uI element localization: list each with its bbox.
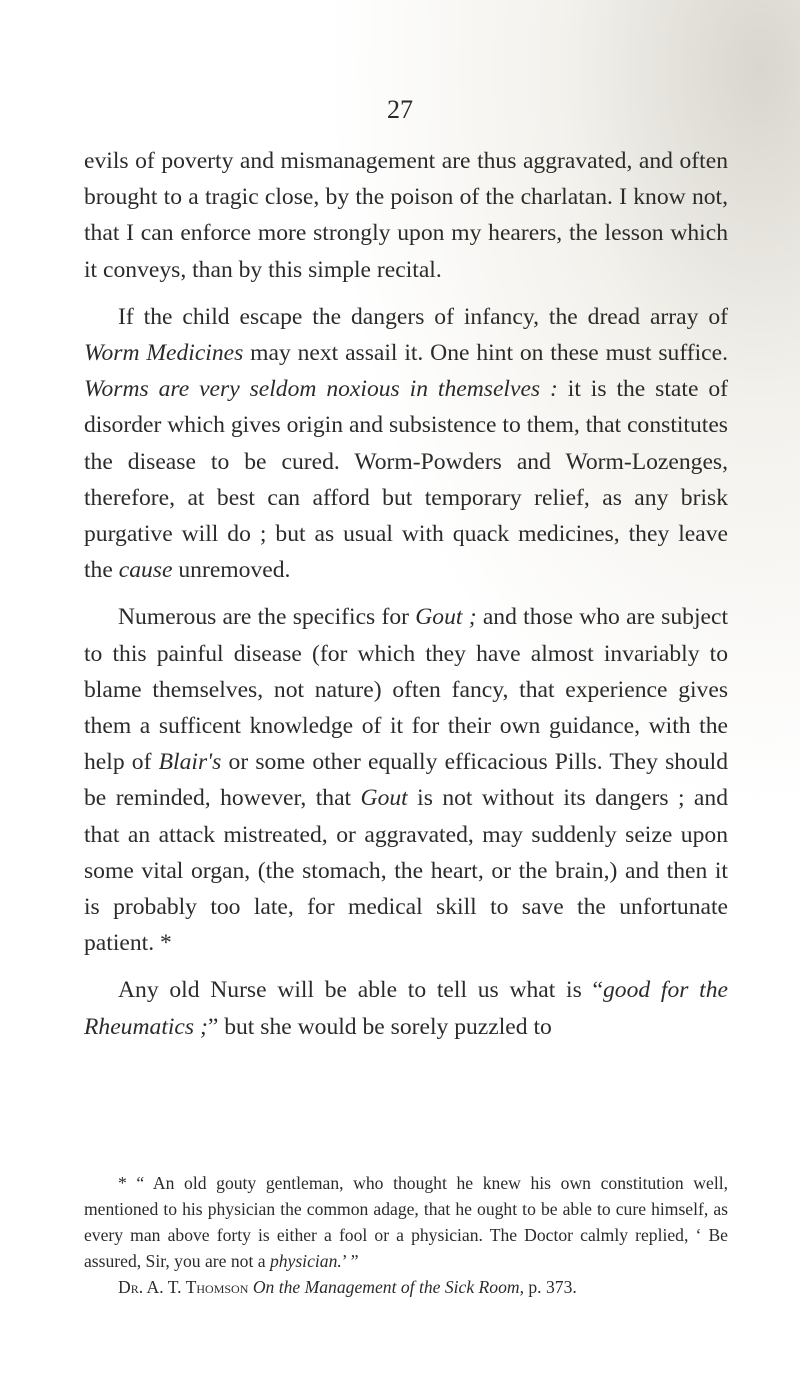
paragraph-2-text-3: it is the state of disorder which gives origin and subsistence to them, that constitutes the disease to be cured. Worm-Powders and Worm-Lozenges, therefore, at best can afford but temporary relief, as any brisk purgative will do ; but as usual with quack medicines, they leave the <box>84 376 728 584</box>
paragraph-3-italic-3: Gout <box>360 785 408 812</box>
footnote-citation <box>84 1274 728 1300</box>
paragraph-4-italic-1: good for the Rheumatics ; <box>84 977 728 1040</box>
footnote-italic: physician. <box>269 1251 342 1271</box>
paragraph-2-italic-1: Worm Medicines <box>84 340 244 367</box>
footnote-author: Dr. A. T. Thomson <box>118 1277 249 1297</box>
footnote-text-2: ’ ” <box>341 1251 359 1271</box>
paragraph-3-italic-1: Gout ; <box>415 604 477 631</box>
paragraph-3-text-4: is not without its dangers ; and that an attack mistreated, or aggravated, may suddenly seize upon some vital organ, (the stomach, the heart, or the brain,) and then it is probably too late, for medical skill to save the unfortunate patient. * <box>84 785 728 957</box>
paragraph-2-text-1: If the child escape the dangers of infancy, the dread array of <box>118 303 728 330</box>
footnote-quote <box>84 1170 728 1274</box>
paragraph-4-text-2: ” but she would be sorely puzzled to <box>207 1013 552 1040</box>
paragraph-2 <box>84 299 728 589</box>
footnote <box>84 1170 728 1300</box>
paragraph-2-text-2: may next assail it. One hint on these must suffice. <box>243 340 729 367</box>
paragraph-3-text-2: and those who are subject to this painful disease (for which they have almost invariably to blame themselves, not nature) often fancy, that experience gives them a sufficent knowledge of it for their own guidance, with the help of <box>84 604 728 776</box>
paragraph-2-text-4: unremoved. <box>172 557 291 584</box>
footnote-page-ref: p. 373. <box>523 1277 577 1297</box>
paragraph-1-text: evils of poverty and mismanagement are thus aggravated, and often brought to a tragic close, by the poison of the charlatan. I know not, that I can enforce more strongly upon my hearers, the lesson which it conveys, than by this simple recital. <box>84 148 728 283</box>
paragraph-3-text-3: or some other equally efficacious Pills. They should be reminded, however, that <box>84 749 728 812</box>
footnote-work: On the Management of the Sick Room, <box>252 1277 524 1297</box>
paragraph-4 <box>84 972 728 1044</box>
footnote-text-1: * “ An old gouty gentleman, who thought he knew his own constitution well, mentioned to his physician the common adage, that he ought to be able to cure himself, as every man above forty is either a fool or a physician. The Doctor calmly replied, ‘ Be assured, Sir, you are not a <box>84 1173 728 1271</box>
paragraph-4-text-1: Any old Nurse will be able to tell us what is “ <box>118 977 603 1004</box>
paragraph-3-text-1: Numerous are the specifics for <box>118 604 416 631</box>
paragraph-2-italic-3: cause <box>118 557 173 584</box>
paragraph-3 <box>84 599 728 961</box>
paragraph-3-italic-2: Blair's <box>158 749 222 776</box>
paragraph-1 <box>84 143 728 288</box>
page-number: 27 <box>387 95 413 124</box>
body-text <box>84 143 728 1045</box>
paragraph-2-italic-2: Worms are very seldom noxious in themselves : <box>84 376 558 403</box>
